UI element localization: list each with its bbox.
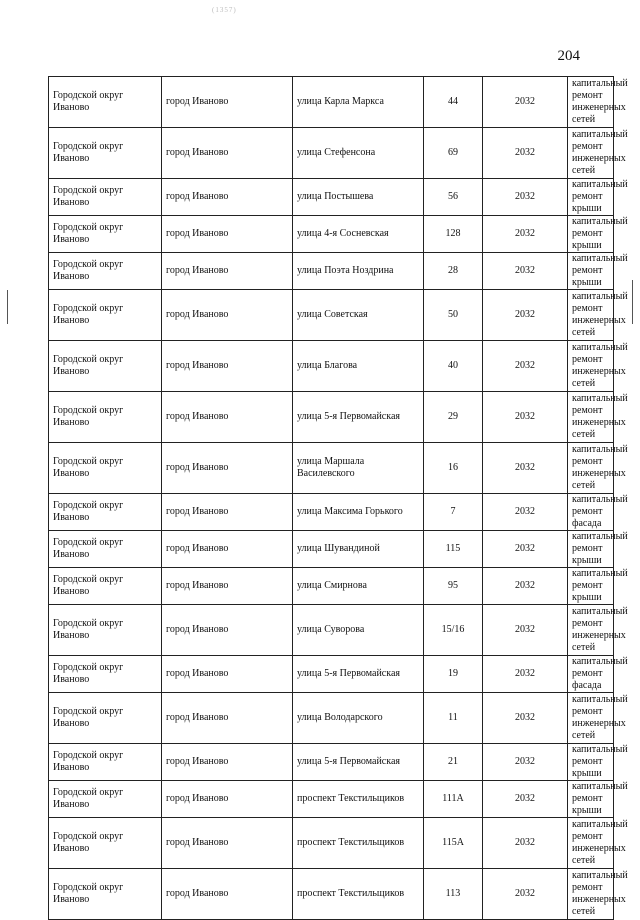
cell-house: 11 [424,693,483,744]
cell-house: 95 [424,568,483,605]
cell-street: улица Стефенсона [293,128,424,179]
cell-house: 50 [424,290,483,341]
cell-city: город Иваново [162,392,293,443]
cell-okrug: Городской округ Иваново [49,693,162,744]
cell-work: капитальный ремонт крыши [568,216,614,253]
table-row [49,693,614,744]
cell-house: 29 [424,392,483,443]
cell-year: 2032 [483,744,568,781]
table-row [49,605,614,656]
cell-year: 2032 [483,341,568,392]
cell-city: город Иваново [162,869,293,920]
cell-year: 2032 [483,781,568,818]
cell-street: улица Советская [293,290,424,341]
cell-work: капитальный ремонт фасада [568,494,614,531]
cell-okrug: Городской округ Иваново [49,869,162,920]
table-row [49,531,614,568]
table-row [49,568,614,605]
cell-work: капитальный ремонт крыши [568,744,614,781]
cell-year: 2032 [483,179,568,216]
cell-street: улица Максима Горького [293,494,424,531]
cell-okrug: Городской округ Иваново [49,781,162,818]
cell-okrug: Городской округ Иваново [49,605,162,656]
cell-work: капитальный ремонт инженерных сетей [568,341,614,392]
cell-house: 16 [424,443,483,494]
table-row [49,290,614,341]
cell-house: 128 [424,216,483,253]
cell-street: улица Шувандиной [293,531,424,568]
cell-house: 69 [424,128,483,179]
cell-year: 2032 [483,443,568,494]
cell-year: 2032 [483,253,568,290]
cell-city: город Иваново [162,253,293,290]
cell-house: 115 [424,531,483,568]
cell-house: 19 [424,656,483,693]
cell-street: улица 4-я Сосневская [293,216,424,253]
table-row [49,128,614,179]
table-row [49,216,614,253]
cell-work: капитальный ремонт инженерных сетей [568,693,614,744]
cell-okrug: Городской округ Иваново [49,818,162,869]
cell-street: проспект Текстильщиков [293,869,424,920]
cell-work: капитальный ремонт инженерных сетей [568,77,614,128]
cell-street: улица Володарского [293,693,424,744]
cell-year: 2032 [483,216,568,253]
cell-okrug: Городской округ Иваново [49,494,162,531]
cell-city: город Иваново [162,341,293,392]
cell-city: город Иваново [162,128,293,179]
cell-year: 2032 [483,818,568,869]
cell-work: капитальный ремонт фасада [568,656,614,693]
cell-year: 2032 [483,531,568,568]
cell-city: город Иваново [162,656,293,693]
cell-okrug: Городской округ Иваново [49,443,162,494]
table-row [49,781,614,818]
scan-edge-line-left [7,290,8,324]
cell-year: 2032 [483,494,568,531]
cell-house: 28 [424,253,483,290]
cell-okrug: Городской округ Иваново [49,253,162,290]
cell-okrug: Городской округ Иваново [49,216,162,253]
cell-house: 111А [424,781,483,818]
cell-house: 21 [424,744,483,781]
cell-city: город Иваново [162,216,293,253]
cell-street: улица 5-я Первомайская [293,392,424,443]
cell-city: город Иваново [162,290,293,341]
cell-city: город Иваново [162,818,293,869]
cell-work: капитальный ремонт инженерных сетей [568,290,614,341]
cell-city: город Иваново [162,693,293,744]
cell-work: капитальный ремонт крыши [568,781,614,818]
table-row [49,179,614,216]
cell-year: 2032 [483,392,568,443]
cell-work: капитальный ремонт крыши [568,568,614,605]
cell-work: капитальный ремонт инженерных сетей [568,392,614,443]
cell-street: улица Маршала Василевского [293,443,424,494]
cell-house: 40 [424,341,483,392]
cell-street: улица Поэта Ноздрина [293,253,424,290]
cell-city: город Иваново [162,744,293,781]
cell-okrug: Городской округ Иваново [49,77,162,128]
cell-work: капитальный ремонт крыши [568,253,614,290]
cell-city: город Иваново [162,781,293,818]
cell-okrug: Городской округ Иваново [49,744,162,781]
cell-work: капитальный ремонт инженерных сетей [568,128,614,179]
cell-okrug: Городской округ Иваново [49,656,162,693]
cell-house: 7 [424,494,483,531]
cell-year: 2032 [483,290,568,341]
cell-year: 2032 [483,568,568,605]
cell-city: город Иваново [162,568,293,605]
cell-street: улица Благова [293,341,424,392]
cell-street: улица Карла Маркса [293,77,424,128]
cell-work: капитальный ремонт инженерных сетей [568,818,614,869]
cell-okrug: Городской округ Иваново [49,179,162,216]
table-row [49,341,614,392]
cell-work: капитальный ремонт инженерных сетей [568,443,614,494]
cell-okrug: Городской округ Иваново [49,531,162,568]
table-row [49,744,614,781]
cell-work: капитальный ремонт крыши [568,531,614,568]
cell-city: город Иваново [162,605,293,656]
cell-house: 113 [424,869,483,920]
cell-street: улица 5-я Первомайская [293,656,424,693]
cell-okrug: Городской округ Иваново [49,290,162,341]
table-row [49,77,614,128]
cell-year: 2032 [483,656,568,693]
cell-house: 56 [424,179,483,216]
cell-street: улица Суворова [293,605,424,656]
cell-street: проспект Текстильщиков [293,818,424,869]
table-row [49,494,614,531]
cell-city: город Иваново [162,77,293,128]
table-row [49,443,614,494]
cell-okrug: Городской округ Иваново [49,128,162,179]
cell-street: проспект Текстильщиков [293,781,424,818]
cell-street: улица Смирнова [293,568,424,605]
table-row [49,869,614,920]
cell-street: улица 5-я Первомайская [293,744,424,781]
cell-okrug: Городской округ Иваново [49,341,162,392]
cell-year: 2032 [483,693,568,744]
cell-house: 44 [424,77,483,128]
page-number: 204 [557,48,580,64]
cell-okrug: Городской округ Иваново [49,392,162,443]
scan-edge-line-right [632,280,633,324]
table-row [49,392,614,443]
cell-city: город Иваново [162,494,293,531]
cell-year: 2032 [483,128,568,179]
cell-year: 2032 [483,77,568,128]
cell-house: 115А [424,818,483,869]
cell-year: 2032 [483,605,568,656]
table-row [49,818,614,869]
cell-okrug: Городской округ Иваново [49,568,162,605]
cell-city: город Иваново [162,179,293,216]
scan-mark: (1357) [212,6,237,14]
cell-work: капитальный ремонт инженерных сетей [568,869,614,920]
cell-city: город Иваново [162,443,293,494]
table-row [49,656,614,693]
cell-street: улица Постышева [293,179,424,216]
table-row [49,253,614,290]
cell-year: 2032 [483,869,568,920]
cell-city: город Иваново [162,531,293,568]
cell-work: капитальный ремонт крыши [568,179,614,216]
cell-house: 15/16 [424,605,483,656]
registry-table [48,76,628,920]
cell-work: капитальный ремонт инженерных сетей [568,605,614,656]
